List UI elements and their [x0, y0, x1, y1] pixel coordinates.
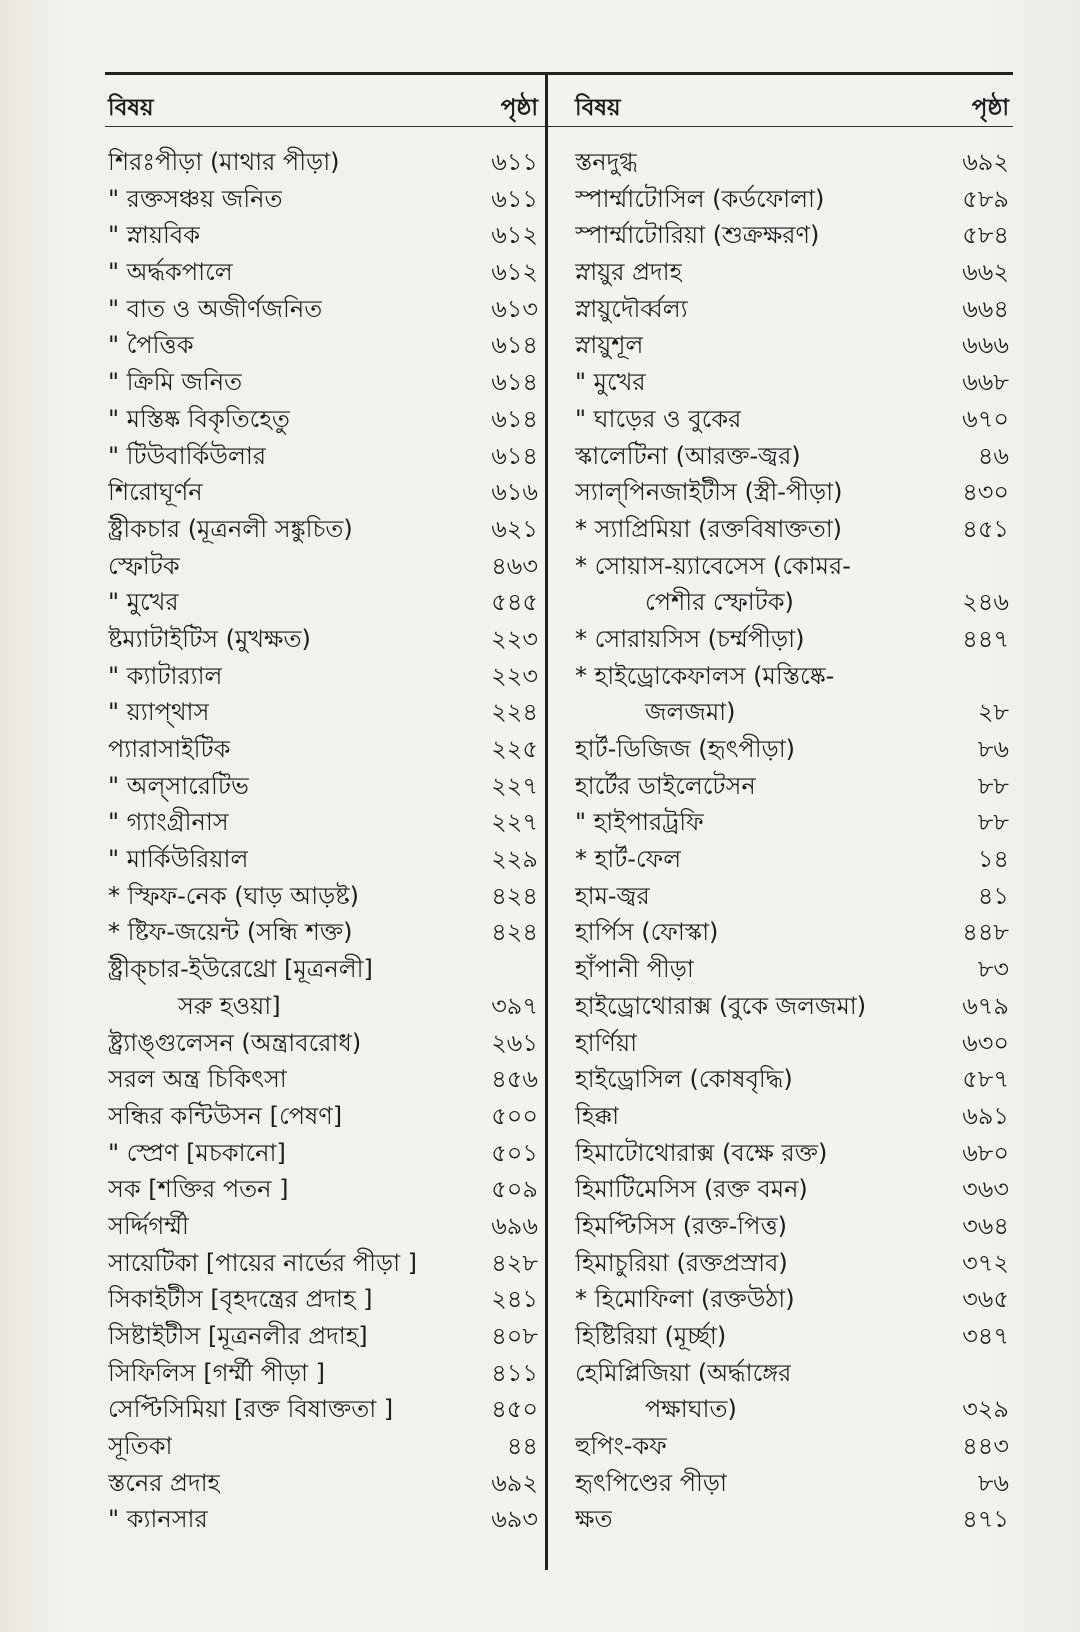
- index-entry: [575, 1061, 1009, 1098]
- index-entry: [575, 401, 1009, 438]
- index-entry: [108, 621, 538, 658]
- entry-subject: সিফিলিস [গর্ম্মী পীড়া ]: [108, 1358, 326, 1387]
- index-entry: [108, 1025, 538, 1062]
- entry-page-number: ৪২৪: [491, 918, 538, 947]
- index-entry: [575, 217, 1009, 254]
- entry-subject: হাইড্রোথোরাক্স (বুকে জলজমা): [575, 991, 867, 1020]
- entry-page-number: ৩৬৫: [962, 1285, 1009, 1314]
- index-entry: [575, 474, 1009, 511]
- entry-subject: হিমপ্টিসিস (রক্ত-পিত্ত): [575, 1211, 787, 1240]
- index-entry: [108, 658, 538, 695]
- index-entry: [575, 841, 1009, 878]
- entry-subject: সিষ্টাইটীস [মূত্রনলীর প্রদাহ]: [108, 1322, 368, 1350]
- entry-subject: স্নায়ুশূল: [575, 331, 644, 360]
- index-entry: [575, 914, 1009, 951]
- index-entry: [108, 841, 538, 878]
- entry-page-number: ৬১৬: [491, 478, 538, 507]
- index-entry: [575, 327, 1009, 364]
- entry-subject: * স্ফিফ-নেক (ঘাড় আড়ষ্ট): [108, 881, 360, 910]
- entry-subject: স্তনদুগ্ধ: [575, 148, 638, 176]
- entry-subject: " মার্কিউরিয়াল: [108, 845, 249, 874]
- index-entry: [108, 694, 538, 731]
- entry-subject: " ক্রিমি জনিত: [108, 368, 243, 397]
- index-entry: [108, 1501, 538, 1538]
- entry-page-number: ৬১৪: [491, 404, 538, 433]
- entry-subject: জলজমা): [645, 698, 736, 727]
- index-entry: [575, 254, 1009, 291]
- entry-page-number: ২২৩: [491, 661, 538, 690]
- entry-subject: " পৈত্তিক: [108, 331, 194, 360]
- entry-page-number: ৫৮৪: [962, 221, 1009, 250]
- entry-subject: হিমাটিমেসিস (রক্ত বমন): [575, 1175, 808, 1204]
- entry-page-number: ৬৯২: [491, 1468, 538, 1497]
- right-index-list: [575, 144, 1009, 1538]
- entry-page-number: ৬৯২: [962, 148, 1009, 176]
- entry-page-number: ৫০০: [491, 1101, 538, 1130]
- index-entry: [108, 768, 538, 805]
- entry-subject: হার্ণিয়া: [575, 1028, 638, 1057]
- index-entry: [575, 1355, 1009, 1392]
- entry-subject: হার্পিস (ফোস্কা): [575, 918, 719, 947]
- entry-page-number: ২২৪: [491, 698, 538, 727]
- index-entry: [575, 144, 1009, 181]
- index-entry: [108, 1098, 538, 1135]
- entry-subject: হাম-জ্বর: [575, 881, 650, 910]
- index-entry: [108, 364, 538, 401]
- index-entry: [108, 1171, 538, 1208]
- entry-subject: পক্ষাঘাত): [645, 1395, 737, 1424]
- entry-page-number: ৬৯৬: [491, 1211, 538, 1240]
- entry-page-number: ৪২৮: [491, 1248, 538, 1277]
- entry-subject: * সোয়াস-য়্যাবেসেস (কোমর-: [575, 551, 851, 580]
- entry-subject: সক [শক্তির পতন ]: [108, 1175, 289, 1204]
- entry-subject: * স্যাপ্রিমিয়া (রক্তবিষাক্ততা): [575, 514, 843, 543]
- entry-subject: * সোরায়সিস (চর্ম্মপীড়া): [575, 624, 805, 653]
- entry-page-number: ৪৪৮: [962, 918, 1009, 947]
- entry-page-number: ২২৭: [491, 808, 538, 837]
- index-entry: [108, 401, 538, 438]
- entry-subject: স্কালেটিনা (আরক্ত-জ্বর): [575, 441, 801, 470]
- entry-page-number: ৮৮: [977, 771, 1009, 800]
- entry-subject: " বাত ও অজীর্ণজনিত: [108, 294, 323, 323]
- entry-subject: " টিউবার্কিউলার: [108, 441, 267, 470]
- entry-subject: হার্টের ডাইলেটেসন: [575, 771, 756, 800]
- entry-page-number: ৬৩০: [962, 1028, 1009, 1057]
- entry-page-number: ৩৪৭: [962, 1322, 1009, 1350]
- entry-subject: * ষ্টিফ-জয়েন্ট (সন্ধি শক্ত): [108, 918, 353, 947]
- index-entry: [108, 878, 538, 915]
- entry-subject: * হাইড্রোকেফালস (মস্তিষ্কে-: [575, 661, 835, 690]
- entry-subject: সন্ধির কন্টিউসন [পেষণ]: [108, 1101, 343, 1130]
- index-entry: [575, 1428, 1009, 1465]
- entry-page-number: ৪৫৬: [491, 1065, 538, 1094]
- entry-page-number: ৬১১: [491, 184, 538, 213]
- index-entry: [575, 694, 1009, 731]
- entry-page-number: ৬৮০: [962, 1138, 1009, 1167]
- entry-subject: " রক্তসঞ্চয় জনিত: [108, 184, 283, 213]
- entry-page-number: ২২৫: [491, 735, 538, 763]
- entry-page-number: ৪১: [977, 881, 1009, 910]
- entry-page-number: ৪৫১: [962, 514, 1009, 543]
- entry-page-number: ৬২১: [491, 514, 538, 543]
- entry-subject: স্নায়ুর প্রদাহ: [575, 258, 683, 287]
- entry-subject: * হিমোফিলা (রক্তউঠা): [575, 1285, 795, 1314]
- entry-subject: ষ্ট্রীক্চার-ইউরেথ্রো [মূত্রনলী]: [108, 955, 373, 984]
- entry-subject: হিষ্টিরিয়া (মূর্চ্ছা): [575, 1322, 727, 1350]
- entry-subject: হাইড্রোসিল (কোষবৃদ্ধি): [575, 1065, 793, 1094]
- index-entry: [108, 438, 538, 475]
- index-entry: [108, 1465, 538, 1502]
- index-entry: [108, 1391, 538, 1428]
- index-entry: [575, 364, 1009, 401]
- entry-page-number: ২২৯: [491, 845, 538, 874]
- entry-page-number: ৫৮৯: [962, 184, 1009, 213]
- entry-subject: " হাইপারট্রফি: [575, 808, 704, 837]
- entry-page-number: ৮৬: [977, 1468, 1009, 1497]
- entry-subject: ষ্ট্রীকচার (মূত্রনলী সঙ্কুচিত): [108, 514, 353, 543]
- entry-page-number: ৩৯৭: [491, 991, 538, 1020]
- entry-page-number: ৪৬৩: [491, 551, 538, 580]
- entry-subject: " ক্যানসার: [108, 1505, 208, 1534]
- index-entry: [108, 474, 538, 511]
- entry-subject: " য়্যাপ্থাস: [108, 698, 210, 727]
- entry-subject: হাঁপানী পীড়া: [575, 955, 694, 984]
- entry-subject: হার্ট-ডিজিজ (হৃৎপীড়া): [575, 735, 796, 763]
- index-entry: [575, 438, 1009, 475]
- entry-subject: " স্প্রেণ [মচকানো]: [108, 1138, 286, 1167]
- entry-page-number: ৬৬৮: [962, 368, 1009, 397]
- entry-page-number: ৪০৮: [491, 1322, 538, 1350]
- entry-page-number: ৪৫০: [491, 1395, 538, 1424]
- entry-page-number: ৫৮৭: [962, 1065, 1009, 1094]
- index-entry: [575, 621, 1009, 658]
- entry-subject: সায়েটিকা [পায়ের নার্ভের পীড়া ]: [108, 1248, 418, 1277]
- entry-subject: সরু হওয়া]: [178, 991, 281, 1020]
- entry-page-number: ২৪১: [491, 1285, 538, 1314]
- index-entry: [575, 1281, 1009, 1318]
- index-entry: [575, 291, 1009, 328]
- entry-page-number: ৮৩: [977, 955, 1009, 984]
- entry-subject: " স্নায়বিক: [108, 221, 200, 250]
- index-entry: [108, 1061, 538, 1098]
- entry-page-number: ৪৪৭: [962, 624, 1009, 653]
- entry-page-number: ৬১৪: [491, 441, 538, 470]
- entry-page-number: ৪৭১: [962, 1505, 1009, 1534]
- index-entry: [575, 1245, 1009, 1282]
- entry-subject: " ক্যাটার‍্যাল: [108, 661, 223, 690]
- entry-page-number: ৮৮: [977, 808, 1009, 837]
- index-entry: [575, 1318, 1009, 1355]
- right-subject-header: বিষয়: [575, 95, 621, 121]
- entry-subject: সরল অন্ত্র চিকিৎসা: [108, 1065, 287, 1094]
- index-entry: [108, 1355, 538, 1392]
- left-subject-header: বিষয়: [108, 95, 154, 121]
- index-entry: [108, 1245, 538, 1282]
- entry-subject: " মুখের: [575, 368, 646, 397]
- entry-subject: সিকাইটীস [বৃহদন্ত্রের প্রদাহ ]: [108, 1285, 373, 1314]
- entry-page-number: ৮৬: [977, 735, 1009, 763]
- index-entry: [575, 511, 1009, 548]
- index-entry: [108, 217, 538, 254]
- left-column: [108, 88, 538, 1538]
- entry-subject: হিমাচুরিয়া (রক্তপ্রস্রাব): [575, 1248, 788, 1277]
- right-header: [575, 88, 1009, 128]
- entry-page-number: ২৪৬: [962, 588, 1009, 617]
- entry-subject: ষ্টম্যাটাইটিস (মুখক্ষত): [108, 624, 311, 653]
- index-entry: [575, 1501, 1009, 1538]
- entry-subject: " মুখের: [108, 588, 179, 617]
- index-entry: [575, 988, 1009, 1025]
- entry-page-number: ৬১১: [491, 148, 538, 176]
- index-entry: [108, 584, 538, 621]
- entry-page-number: ৪১১: [491, 1358, 538, 1387]
- index-entry: [108, 1208, 538, 1245]
- index-entry: [575, 731, 1009, 768]
- entry-page-number: ৫০১: [491, 1138, 538, 1167]
- index-entry: [575, 658, 1009, 695]
- entry-subject: " মস্তিষ্ক বিকৃতিহেতু: [108, 404, 290, 433]
- entry-subject: হিক্কা: [575, 1101, 620, 1130]
- left-index-list: [108, 144, 538, 1538]
- index-entry: [108, 291, 538, 328]
- entry-subject: স্নায়ুদৌর্ব্বল্য: [575, 294, 688, 323]
- index-entry: [575, 584, 1009, 621]
- index-entry: [575, 878, 1009, 915]
- entry-page-number: ৬৯৩: [491, 1505, 538, 1534]
- entry-subject: শিরঃপীড়া (মাথার পীড়া): [108, 148, 340, 176]
- entry-page-number: ৬৬৬: [962, 331, 1009, 360]
- entry-subject: স্যাল্‌পিনজাইটীস (স্ত্রী-পীড়া): [575, 478, 843, 507]
- index-entry: [108, 327, 538, 364]
- entry-page-number: ৬৭০: [962, 404, 1009, 433]
- entry-page-number: ৬১২: [491, 258, 538, 287]
- index-entry: [108, 1281, 538, 1318]
- index-entry: [575, 1135, 1009, 1172]
- right-page-header: পৃষ্ঠা: [971, 95, 1009, 121]
- index-entry: [575, 1171, 1009, 1208]
- entry-page-number: ৪২৪: [491, 881, 538, 910]
- left-header: [108, 88, 538, 128]
- entry-page-number: ৩৬৪: [962, 1211, 1009, 1240]
- entry-page-number: ৬১৪: [491, 368, 538, 397]
- index-entry: [108, 1135, 538, 1172]
- entry-page-number: ১৪: [977, 845, 1009, 874]
- entry-page-number: ২৬১: [491, 1028, 538, 1057]
- entry-page-number: ৩৬৩: [962, 1175, 1009, 1204]
- entry-subject: শিরোঘূর্ণন: [108, 478, 203, 507]
- entry-page-number: ৩২৯: [962, 1395, 1009, 1424]
- entry-subject: স্তনের প্রদাহ: [108, 1468, 221, 1497]
- entry-subject: ক্ষত: [575, 1505, 613, 1534]
- index-entry: [575, 1025, 1009, 1062]
- index-entry: [575, 1391, 1009, 1428]
- entry-subject: স্পার্ম্মাটোরিয়া (শুক্রক্ষরণ): [575, 221, 820, 250]
- index-entry: [108, 914, 538, 951]
- index-entry: [575, 1465, 1009, 1502]
- entry-page-number: ২২৭: [491, 771, 538, 800]
- index-entry: [108, 144, 538, 181]
- entry-subject: সেপ্টিসিমিয়া [রক্ত বিষাক্ততা ]: [108, 1395, 394, 1424]
- entry-page-number: ৬৬২: [962, 258, 1009, 287]
- left-page-header: পৃষ্ঠা: [500, 95, 538, 121]
- entry-subject: হৃৎপিণ্ডের পীড়া: [575, 1468, 728, 1497]
- entry-subject: পেশীর স্ফোটক): [645, 588, 794, 617]
- entry-page-number: ৫০৯: [491, 1175, 538, 1204]
- entry-page-number: ৬১৪: [491, 331, 538, 360]
- entry-subject: " ঘাড়ের ও বুকের: [575, 404, 742, 433]
- entry-subject: সূতিকা: [108, 1432, 173, 1461]
- index-entry: [575, 768, 1009, 805]
- entry-page-number: ৪৩০: [962, 478, 1009, 507]
- index-entry: [108, 254, 538, 291]
- entry-page-number: ৬১৩: [491, 294, 538, 323]
- top-rule: [105, 72, 1013, 75]
- index-entry: [575, 951, 1009, 988]
- entry-page-number: ৬৭৯: [962, 991, 1009, 1020]
- right-column: [575, 88, 1009, 1538]
- entry-page-number: ৪৬: [977, 441, 1009, 470]
- index-entry: [575, 804, 1009, 841]
- entry-page-number: ৬১২: [491, 221, 538, 250]
- entry-subject: হেমিপ্লিজিয়া (অর্দ্ধাঙ্গের: [575, 1358, 792, 1387]
- index-entry: [108, 1428, 538, 1465]
- entry-subject: " অৰ্দ্ধকপালে: [108, 258, 233, 287]
- index-entry: [575, 181, 1009, 218]
- entry-subject: হিমাটোথোরাক্স (বক্ষে রক্ত): [575, 1138, 828, 1167]
- entry-page-number: ৩৭২: [962, 1248, 1009, 1277]
- index-entry: [108, 181, 538, 218]
- index-entry: [108, 951, 538, 988]
- entry-page-number: ৫৪৫: [491, 588, 538, 617]
- entry-page-number: ২৮: [977, 698, 1009, 727]
- entry-subject: " গ্যাংগ্রীনাস: [108, 808, 229, 837]
- entry-subject: সর্দ্দিগর্ম্মী: [108, 1211, 189, 1240]
- entry-page-number: ২২৩: [491, 624, 538, 653]
- index-entry: [575, 1208, 1009, 1245]
- column-divider: [545, 72, 548, 1570]
- entry-page-number: ৪৪: [506, 1432, 538, 1461]
- entry-subject: " অল্‌সারেটিভ: [108, 771, 249, 800]
- entry-page-number: ৪৪৩: [962, 1432, 1009, 1461]
- index-entry: [575, 548, 1009, 585]
- entry-subject: স্পার্ম্মাটোসিল (কর্ডফোলা): [575, 184, 825, 213]
- entry-subject: হুপিং-কফ: [575, 1432, 667, 1461]
- index-entry: [575, 1098, 1009, 1135]
- entry-page-number: ৬৬৪: [962, 294, 1009, 323]
- entry-subject: ষ্ট্র্যাঙ্গুলেসন (অন্ত্রাবরোধ): [108, 1028, 362, 1057]
- index-entry: [108, 731, 538, 768]
- index-entry: [108, 1318, 538, 1355]
- entry-subject: স্ফোটক: [108, 551, 180, 580]
- index-entry: [108, 511, 538, 548]
- index-entry: [108, 988, 538, 1025]
- entry-subject: প্যারাসাইটিক: [108, 735, 231, 763]
- entry-subject: * হার্ট-ফেল: [575, 845, 682, 874]
- index-entry: [108, 548, 538, 585]
- index-entry: [108, 804, 538, 841]
- entry-page-number: ৬৯১: [962, 1101, 1009, 1130]
